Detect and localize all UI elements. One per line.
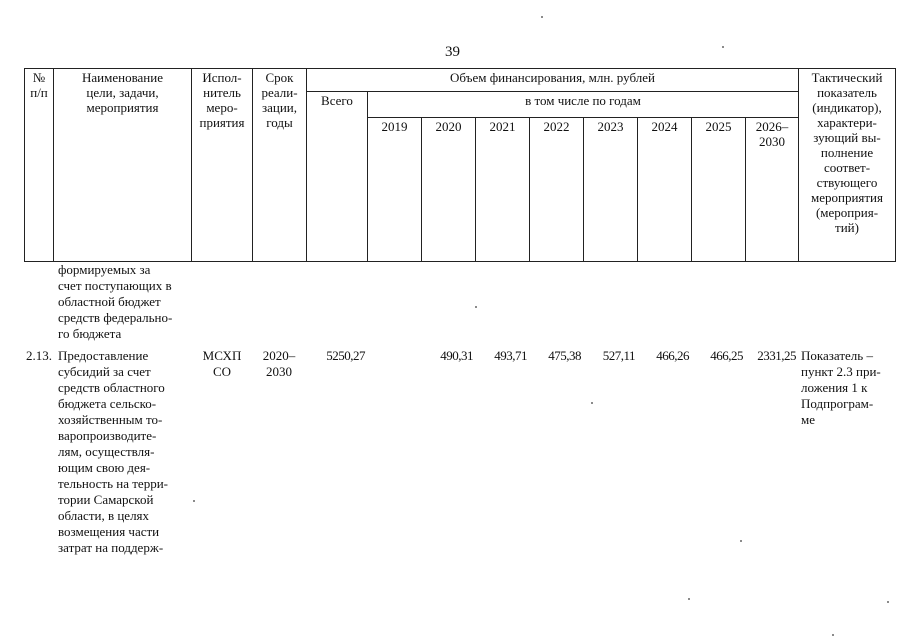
header-total: Всего: [307, 92, 368, 262]
header-name: Наименование цели, задачи, мероприятия: [54, 69, 192, 262]
header-year: 2021: [476, 118, 530, 262]
header-year: 2022: [530, 118, 584, 262]
continuation-text: формируемых за счет поступающих в областной бюджет средств федерально- го бюджета: [58, 262, 173, 341]
row-indicator: Показатель – пункт 2.3 при- ложения 1 к Подпрограм- ме: [801, 348, 881, 427]
header-executor: Испол- нитель меро- приятия: [192, 69, 253, 262]
header-term: Срок реали- зации, годы: [253, 69, 307, 262]
row-value-2022: 475,38: [548, 348, 581, 363]
row-total: 5250,27: [326, 348, 365, 363]
header-indicator: Тактический показатель (индикатор), характери- зующий вы- полнение соответ- ствующего мероприятия (мероприя- тий): [799, 69, 896, 262]
scan-speck: [832, 634, 834, 636]
header-num: № п/п: [25, 69, 54, 262]
scan-speck: [887, 601, 889, 603]
header-year: 2024: [638, 118, 692, 262]
header-year: 2026– 2030: [746, 118, 799, 262]
page-number: 39: [445, 44, 460, 60]
scan-speck: [475, 306, 477, 308]
scan-speck: [722, 46, 724, 48]
scan-speck: [740, 540, 742, 542]
row-term: 2020– 2030: [262, 348, 296, 379]
row-value-2020: 490,31: [440, 348, 473, 363]
header-year: 2023: [584, 118, 638, 262]
row-value-2024: 466,26: [656, 348, 689, 363]
header-year: 2020: [422, 118, 476, 262]
row-value-2023: 527,11: [602, 348, 635, 363]
scan-speck: [193, 500, 195, 502]
row-value-2025: 466,25: [710, 348, 743, 363]
table-header: [24, 68, 896, 262]
row-value-2021: 493,71: [494, 348, 527, 363]
scan-speck: [541, 16, 543, 18]
header-year: 2025: [692, 118, 746, 262]
row-executor: МСХП СО: [202, 348, 242, 379]
row-name: Предоставление субсидий за счет средств областного бюджета сельско- хозяйственным то- варопроизводите- лям, осуществля- ющим свою дея- тельность на терри- тории Самарской области, в целях возмещения части затрат на поддерж-: [58, 348, 168, 555]
header-year: 2019: [368, 118, 422, 262]
scan-speck: [688, 598, 690, 600]
row-number: 2.13.: [26, 348, 52, 363]
scan-speck: [591, 402, 593, 404]
header-funding: Объем финансирования, млн. рублей: [307, 69, 799, 92]
row-value-2026-2030: 2331,25: [757, 348, 796, 363]
header-by-years: в том числе по годам: [368, 92, 799, 118]
